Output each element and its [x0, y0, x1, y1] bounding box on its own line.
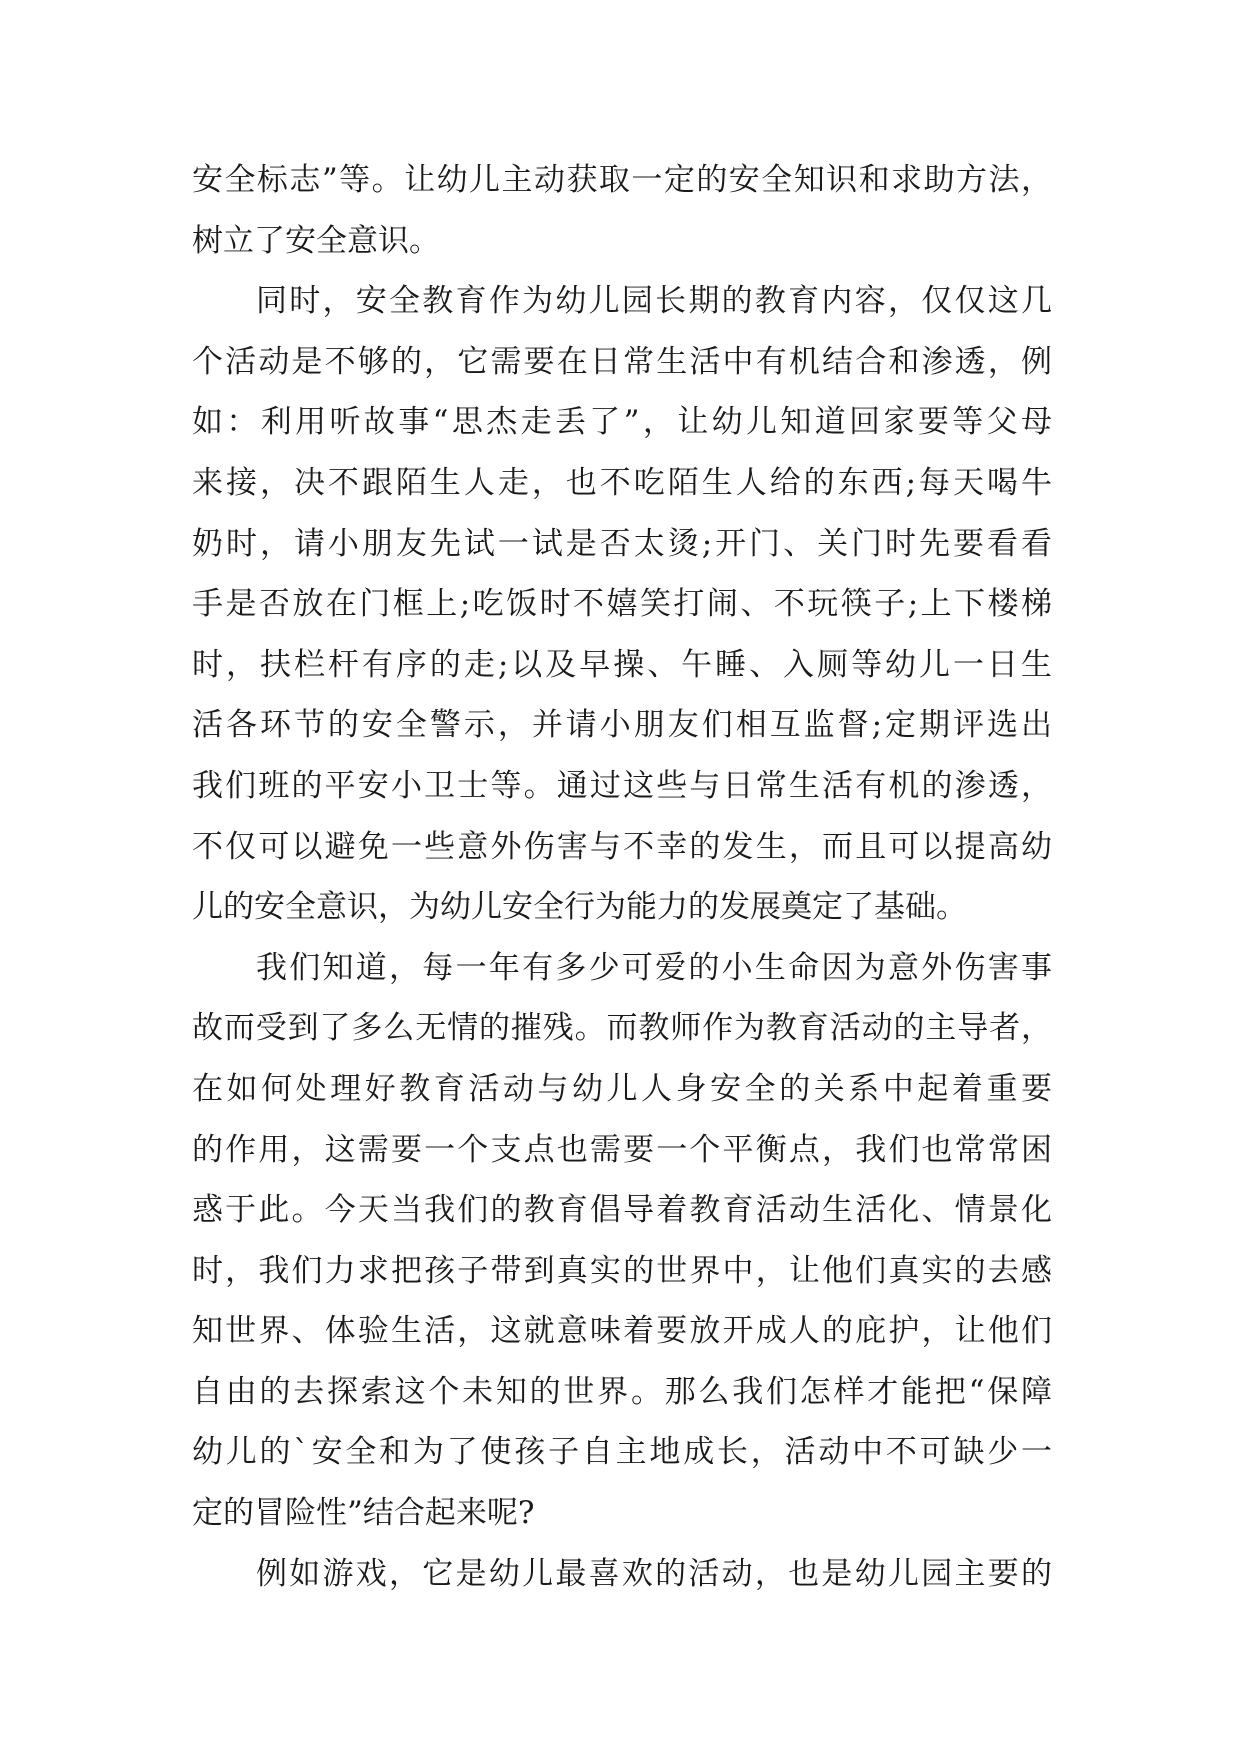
text-line: 儿的安全意识，为幼儿安全行为能力的发展奠定了基础。 [192, 889, 967, 926]
text-line: 例如游戏，它是幼儿最喜欢的活动，也是幼儿园主要的 [256, 1555, 1052, 1592]
text-line: 来接，决不跟陌生人走，也不吃陌生人给的东西;每天喝牛 [192, 464, 1052, 501]
text-line: 奶时，请小朋友先试一试是否太烫;开门、关门时先要看看 [192, 525, 1052, 562]
text-line: 如：利用听故事“思杰走丢了”，让幼儿知道回家要等父母 [192, 404, 1052, 441]
text-line: 惑于此。今天当我们的教育倡导着教育活动生活化、情景化 [192, 1192, 1052, 1229]
text-line: 时，我们力求把孩子带到真实的世界中，让他们真实的去感 [192, 1252, 1052, 1289]
text-line: 故而受到了多么无情的摧残。而教师作为教育活动的主导者， [192, 1010, 1052, 1047]
text-line: 活各环节的安全警示，并请小朋友们相互监督;定期评选出 [192, 707, 1052, 744]
text-line: 手是否放在门框上;吃饭时不嬉笑打闹、不玩筷子;上下楼梯 [192, 586, 1052, 623]
text-line: 个活动是不够的，它需要在日常生活中有机结合和渗透，例 [192, 343, 1052, 380]
text-line: 不仅可以避免一些意外伤害与不幸的发生，而且可以提高幼 [192, 828, 1052, 865]
text-line: 定的冒险性”结合起来呢? [192, 1495, 535, 1532]
text-line: 同时，安全教育作为幼儿园长期的教育内容，仅仅这几 [256, 283, 1052, 320]
text-line: 知世界、体验生活，这就意味着要放开成人的庇护，让他们 [192, 1313, 1052, 1350]
text-line: 时，扶栏杆有序的走;以及早操、午睡、入厕等幼儿一日生 [192, 646, 1052, 683]
text-line: 幼儿的`安全和为了使孩子自主地成长，活动中不可缺少一 [192, 1434, 1052, 1471]
text-line: 树立了安全意识。 [192, 222, 440, 259]
text-line: 我们班的平安小卫士等。通过这些与日常生活有机的渗透， [192, 767, 1052, 804]
text-line: 安全标志”等。让幼儿主动获取一定的安全知识和求助方法， [192, 162, 1052, 198]
text-line: 在如何处理好教育活动与幼儿人身安全的关系中起着重要 [192, 1070, 1052, 1107]
text-line: 自由的去探索这个未知的世界。那么我们怎样才能把“保障 [192, 1373, 1052, 1410]
text-line: 我们知道，每一年有多少可爱的小生命因为意外伤害事 [256, 949, 1052, 986]
document-body [192, 150, 1052, 1604]
text-line: 的作用，这需要一个支点也需要一个平衡点，我们也常常困 [192, 1131, 1052, 1168]
